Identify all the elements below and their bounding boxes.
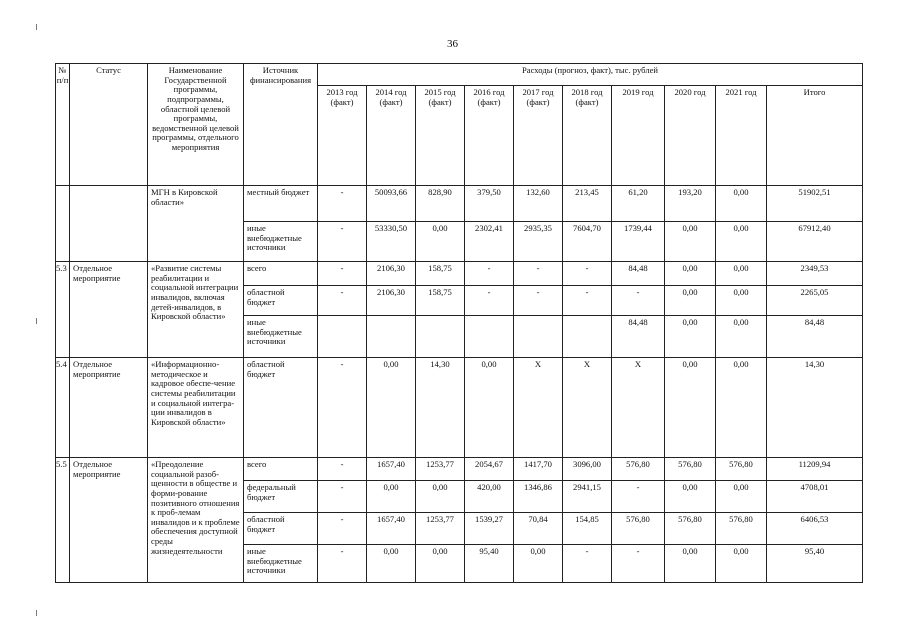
row-source: областной бюджет <box>244 513 318 545</box>
header-status: Статус <box>70 64 148 186</box>
value-cell: 193,20 <box>665 186 716 222</box>
value-cell: 0,00 <box>416 481 465 513</box>
value-cell: 2941,15 <box>563 481 612 513</box>
row-source: всего <box>244 262 318 286</box>
value-cell: 0,00 <box>716 186 767 222</box>
value-cell: - <box>465 286 514 316</box>
value-cell: 0,00 <box>716 545 767 583</box>
value-cell: 576,80 <box>665 458 716 481</box>
value-cell: 0,00 <box>514 545 563 583</box>
value-cell: 0,00 <box>665 286 716 316</box>
value-cell: 3096,00 <box>563 458 612 481</box>
value-cell: 67912,40 <box>767 222 863 262</box>
value-cell: 11209,94 <box>767 458 863 481</box>
row-source: областной бюджет <box>244 286 318 316</box>
value-cell: 2349,53 <box>767 262 863 286</box>
table-row <box>56 358 863 458</box>
value-cell: 2106,30 <box>367 262 416 286</box>
row-source: иные внебюджетные источники <box>244 222 318 262</box>
value-cell: 14,30 <box>767 358 863 458</box>
value-cell: 14,30 <box>416 358 465 458</box>
value-cell: 1253,77 <box>416 458 465 481</box>
value-cell: - <box>514 286 563 316</box>
value-cell: 70,84 <box>514 513 563 545</box>
value-cell: 213,45 <box>563 186 612 222</box>
value-cell <box>416 316 465 358</box>
scan-mark <box>36 24 37 30</box>
value-cell: 0,00 <box>665 358 716 458</box>
row-number: 5.4 <box>56 358 70 458</box>
header-expenses: Расходы (прогноз, факт), тыс. рублей <box>318 64 863 86</box>
header-year: 2018 год (факт) <box>563 86 612 186</box>
row-status: Отдельное мероприятие <box>70 358 148 458</box>
header-num: № п/п <box>56 64 70 186</box>
row-status: Отдельное мероприятие <box>70 262 148 358</box>
value-cell: 2106,30 <box>367 286 416 316</box>
table-row <box>56 458 863 481</box>
value-cell: - <box>612 481 665 513</box>
value-cell <box>318 316 367 358</box>
value-cell: 828,90 <box>416 186 465 222</box>
value-cell: 0,00 <box>716 316 767 358</box>
value-cell: - <box>318 358 367 458</box>
value-cell: 84,48 <box>767 316 863 358</box>
row-source: местный бюджет <box>244 186 318 222</box>
row-source: областной бюджет <box>244 358 318 458</box>
value-cell: 0,00 <box>367 481 416 513</box>
value-cell: - <box>318 513 367 545</box>
value-cell: 51902,51 <box>767 186 863 222</box>
value-cell: - <box>563 286 612 316</box>
row-source: всего <box>244 458 318 481</box>
header-name: Наименование Государственной программы, подпрограммы, областной целевой программы, ведомственной целевой программы, отдельного мероприятия <box>148 64 244 186</box>
value-cell: - <box>563 262 612 286</box>
row-status: Отдельное мероприятие <box>70 458 148 583</box>
value-cell: 0,00 <box>367 545 416 583</box>
value-cell: 1539,27 <box>465 513 514 545</box>
row-name: МГН в Кировской области» <box>148 186 244 262</box>
value-cell: - <box>514 262 563 286</box>
value-cell: 576,80 <box>716 513 767 545</box>
value-cell: 53330,50 <box>367 222 416 262</box>
value-cell: 0,00 <box>665 545 716 583</box>
value-cell: 576,80 <box>716 458 767 481</box>
value-cell: 576,80 <box>665 513 716 545</box>
value-cell: 0,00 <box>465 358 514 458</box>
row-name: «Развитие системы реабилитации и социальной интеграции инвалидов, включая детей-инвалидов, в Кировской области» <box>148 262 244 358</box>
value-cell: 576,80 <box>612 513 665 545</box>
value-cell: 154,85 <box>563 513 612 545</box>
header-year: 2015 год (факт) <box>416 86 465 186</box>
value-cell: - <box>318 262 367 286</box>
header-source: Источник финансирования <box>244 64 318 186</box>
value-cell: 420,00 <box>465 481 514 513</box>
header-year: 2016 год (факт) <box>465 86 514 186</box>
row-source: иные внебюджетные источники <box>244 545 318 583</box>
value-cell: - <box>318 481 367 513</box>
row-source: федеральный бюджет <box>244 481 318 513</box>
value-cell: - <box>563 545 612 583</box>
header-year: 2020 год <box>665 86 716 186</box>
header-year: 2014 год (факт) <box>367 86 416 186</box>
table-row <box>56 186 863 222</box>
value-cell: 158,75 <box>416 286 465 316</box>
value-cell: 61,20 <box>612 186 665 222</box>
value-cell: 0,00 <box>716 286 767 316</box>
value-cell: - <box>318 222 367 262</box>
value-cell: - <box>318 286 367 316</box>
value-cell: 1346,86 <box>514 481 563 513</box>
value-cell: - <box>318 186 367 222</box>
value-cell: 0,00 <box>665 262 716 286</box>
value-cell: X <box>514 358 563 458</box>
value-cell: 84,48 <box>612 262 665 286</box>
budget-table <box>55 63 863 583</box>
value-cell: - <box>318 458 367 481</box>
value-cell: 1657,40 <box>367 513 416 545</box>
value-cell: - <box>318 545 367 583</box>
page-number: 36 <box>447 38 458 50</box>
value-cell: 0,00 <box>416 222 465 262</box>
value-cell: 84,48 <box>612 316 665 358</box>
header-year: 2013 год (факт) <box>318 86 367 186</box>
table-row <box>56 262 863 286</box>
value-cell: X <box>612 358 665 458</box>
header-year: 2019 год <box>612 86 665 186</box>
header-year: 2017 год (факт) <box>514 86 563 186</box>
value-cell: 379,50 <box>465 186 514 222</box>
value-cell: - <box>465 262 514 286</box>
value-cell: 2935,35 <box>514 222 563 262</box>
row-number: 5.5 <box>56 458 70 583</box>
row-status <box>70 186 148 262</box>
value-cell: 0,00 <box>665 481 716 513</box>
scan-mark <box>36 610 37 616</box>
value-cell: 1253,77 <box>416 513 465 545</box>
value-cell: 0,00 <box>665 222 716 262</box>
value-cell: 0,00 <box>716 262 767 286</box>
value-cell: 1739,44 <box>612 222 665 262</box>
value-cell: - <box>612 545 665 583</box>
value-cell: 1417,70 <box>514 458 563 481</box>
value-cell: 2302,41 <box>465 222 514 262</box>
value-cell: 6406,53 <box>767 513 863 545</box>
value-cell: 0,00 <box>416 545 465 583</box>
value-cell <box>514 316 563 358</box>
value-cell: 2054,67 <box>465 458 514 481</box>
value-cell: 0,00 <box>665 316 716 358</box>
scan-mark <box>36 318 37 324</box>
value-cell: 576,80 <box>612 458 665 481</box>
row-source: иные внебюджетные источники <box>244 316 318 358</box>
value-cell: 0,00 <box>367 358 416 458</box>
value-cell: 0,00 <box>716 222 767 262</box>
value-cell <box>563 316 612 358</box>
value-cell: 4708,01 <box>767 481 863 513</box>
value-cell: 0,00 <box>716 481 767 513</box>
row-name: «Информационно-методическое и кадровое обеспе-чение системы реабилитации и социальной интегра-ции инвалидов в Кировской области» <box>148 358 244 458</box>
value-cell: 95,40 <box>767 545 863 583</box>
value-cell <box>465 316 514 358</box>
header-year: Итого <box>767 86 863 186</box>
value-cell: 50093,66 <box>367 186 416 222</box>
value-cell: 7604,70 <box>563 222 612 262</box>
value-cell: X <box>563 358 612 458</box>
value-cell <box>367 316 416 358</box>
value-cell: 95,40 <box>465 545 514 583</box>
row-number <box>56 186 70 262</box>
value-cell: 2265,05 <box>767 286 863 316</box>
value-cell: 1657,40 <box>367 458 416 481</box>
header-year: 2021 год <box>716 86 767 186</box>
row-name: «Преодоление социальной разоб-щенности в обществе и форми-рование позитивного отношения к проб-лемам инвалидов и к проблеме обеспечения доступной среды жизнедеятельности <box>148 458 244 583</box>
value-cell: 132,60 <box>514 186 563 222</box>
value-cell: - <box>612 286 665 316</box>
value-cell: 158,75 <box>416 262 465 286</box>
value-cell: 0,00 <box>716 358 767 458</box>
row-number: 5.3 <box>56 262 70 358</box>
